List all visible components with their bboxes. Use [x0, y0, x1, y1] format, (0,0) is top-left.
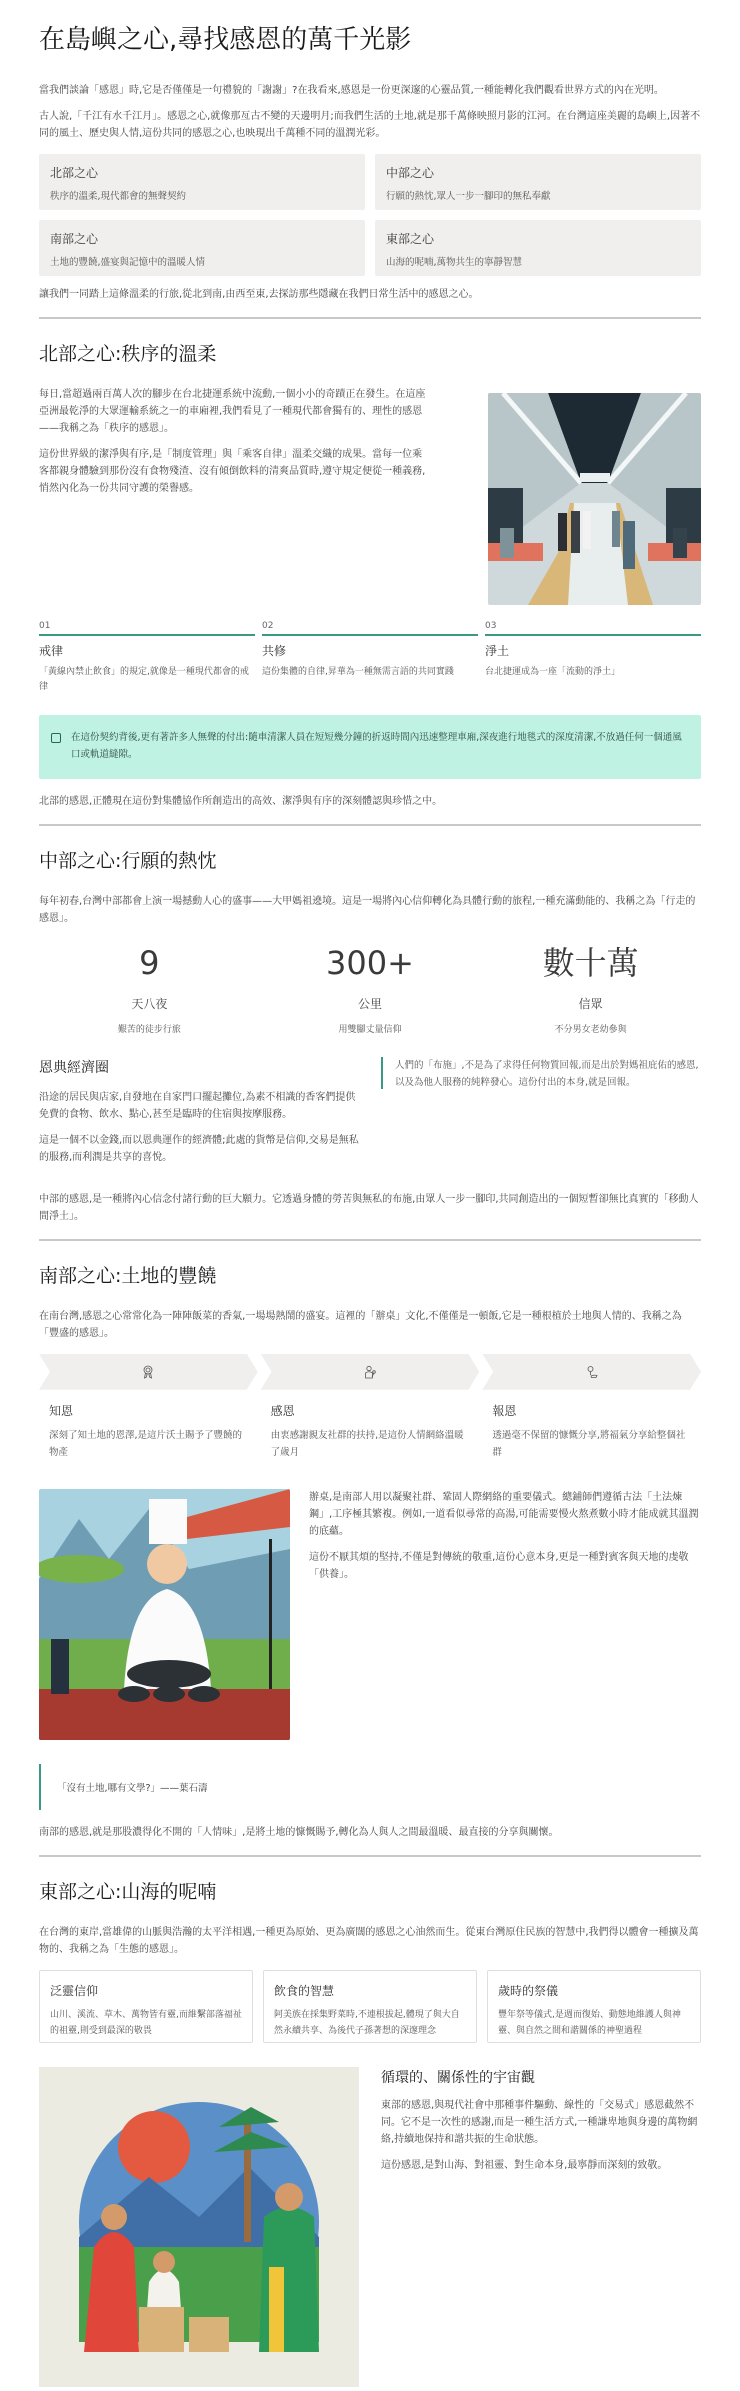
wisdom-card-desc: 阿美族在採集野菜時,不連根拔起,體現了與大自然永續共享、為後代子孫著想的深邃理念	[274, 2009, 460, 2036]
person-with-flowers-icon	[364, 1365, 376, 1379]
wisdom-card-desc: 豐年祭等儀式,是週而復始、動態地維護人與神靈、與自然之間和諧關係的神聖過程	[498, 2009, 681, 2036]
chevron-step	[39, 1354, 258, 1390]
section-divider	[39, 1855, 701, 1857]
step-title: 共修	[262, 643, 287, 658]
section-divider	[39, 1239, 701, 1241]
chevron-step-desc: 透過毫不保留的慷慨分享,將福氣分享給整個社群	[492, 1429, 686, 1458]
section-east	[39, 1877, 701, 2387]
chevron-step-item	[261, 1402, 480, 1461]
chevron-step-desc: 由衷感謝親友社群的扶持,是這份人情網絡溫暖了歲月	[270, 1429, 464, 1458]
east-paragraph-3: 這份感恩,是對山海、對祖靈、對生命本身,最寧靜而深刻的致敬。	[381, 2159, 668, 2171]
wisdom-card-title: 泛靈信仰	[50, 1983, 99, 1998]
step-number: 02	[262, 621, 478, 636]
literary-quote: 「沒有土地,哪有文學?」——葉石濤	[39, 1764, 701, 1810]
east-wisdom-cards	[39, 1970, 701, 2043]
chevron-step-title: 知恩	[49, 1403, 74, 1418]
step-desc: 台北捷運成為一座「流動的淨土」	[485, 666, 621, 677]
award-ribbon-icon	[142, 1365, 154, 1379]
pilgrimage-stats	[39, 943, 701, 1035]
stat-item	[260, 943, 481, 1035]
step-title: 戒律	[39, 643, 64, 658]
econ-title: 恩典經濟圈	[39, 1059, 109, 1076]
stat-value: 9	[139, 943, 160, 982]
section-title: 東部之心:山海的呢喃	[39, 1880, 217, 1903]
summary-card-central	[375, 154, 701, 210]
east-paragraph-1: 在台灣的東岸,當雄偉的山脈與浩瀚的太平洋相遇,一種更為原始、更為廣闊的感恩之心油然而生。從東台灣原住民族的智慧中,我們得以體會一種擴及萬物的、我稱之為「生態的感恩」。	[39, 1926, 699, 1955]
note-callout	[39, 715, 701, 779]
chevron-step-desc: 深刻了知土地的恩澤,是這片沃土賜予了豐饒的物產	[49, 1429, 243, 1458]
section-central	[39, 846, 701, 1225]
stat-sub: 用雙腳丈量信仰	[338, 1024, 402, 1035]
section-divider	[39, 317, 701, 319]
wisdom-card-title: 飲食的智慧	[274, 1983, 335, 1998]
step-item	[39, 621, 255, 695]
indigenous-harvest-image	[39, 2067, 359, 2387]
summary-card-desc: 土地的豐饒,盛宴與記憶中的溫暖人情	[50, 256, 206, 268]
step-item	[485, 621, 701, 695]
step-number: 03	[485, 621, 701, 636]
summary-card-desc: 山海的呢喃,萬物共生的寧靜智慧	[386, 256, 523, 268]
stat-label: 天八夜	[131, 996, 168, 1011]
east-paragraph-2: 東部的感恩,與現代社會中那種事件驅動、線性的「交易式」感恩截然不同。它不是一次性的感謝,而是一種生活方式,一種謙卑地與身邊的萬物網絡,持續地保持和諧共振的生命狀態。	[381, 2099, 698, 2145]
summary-card-title: 南部之心	[50, 231, 99, 246]
metro-train-illustration	[488, 393, 701, 605]
econ-quote: 人們的「布施」,不是為了求得任何物質回報,而是出於對媽祖庇佑的感恩,以及為他人服務的純粹發心。這份付出的本身,就是回報。	[381, 1057, 701, 1089]
section-title: 中部之心:行願的熱忱	[39, 849, 217, 872]
summary-card-south	[39, 220, 365, 276]
wisdom-card-desc: 山川、溪流、草木、萬物皆有靈,而維繫部落福祉的祖靈,則受到最深的敬畏	[50, 2009, 242, 2036]
south-paragraph-2: 辦桌,是南部人用以凝聚社群、鞏固人際網絡的重要儀式。總鋪師們遵循古法「土法煉鋼」,工序極其繁複。例如,一道看似尋常的高湯,可能需要慢火熬煮數小時才能成就其溫潤的底蘊。	[309, 1491, 699, 1537]
harvest-ceremony-illustration	[39, 2067, 359, 2387]
gratitude-process-chevrons	[39, 1354, 701, 1390]
flower-giving-hand-icon	[586, 1365, 598, 1379]
wisdom-card-title: 歲時的祭儀	[498, 1983, 559, 1998]
stat-sub: 不分男女老幼參與	[554, 1024, 627, 1035]
econ-paragraph-2: 這是一個不以金錢,而以恩典運作的經濟體;此處的貨幣是信仰,交易是無私的服務,而利潤是共享的喜悅。	[39, 1134, 359, 1163]
summary-card-desc: 秩序的溫柔,現代都會的無聲契約	[50, 190, 187, 202]
north-paragraph-2: 這份世界級的潔淨與有序,是「制度管理」與「乘客自律」溫柔交織的成果。當每一位乘客都親身體驗到那份沒有食物殘渣、沒有傾倒飲料的清爽品質時,遵守規定便從一種義務,悄然內化為一份共同守護的榮譽感。	[39, 448, 426, 494]
summary-card-north	[39, 154, 365, 210]
metro-train-image	[488, 393, 701, 605]
summary-card-title: 東部之心	[386, 231, 435, 246]
chef-banquet-image	[39, 1489, 290, 1740]
chevron-step-title: 報恩	[492, 1403, 517, 1418]
intro-paragraph-1: 當我們談論「感恩」時,它是否僅僅是一句禮貌的「謝謝」?在我看來,感恩是一份更深邃的心靈品質,一種能轉化我們觀看世界方式的內在光明。	[39, 84, 664, 96]
section-south	[39, 1261, 701, 1841]
intro-closing: 讓我們一同踏上這條溫柔的行旅,從北到南,由西至東,去探訪那些隱藏在我們日常生活中的感恩之心。	[39, 288, 479, 300]
page-title: 在島嶼之心,尋找感恩的萬千光影	[39, 25, 412, 55]
stat-label: 信眾	[578, 996, 603, 1011]
east-subtitle: 循環的、關係性的宇宙觀	[381, 2069, 535, 2086]
chef-cooking-illustration	[39, 1489, 290, 1740]
south-paragraph-3: 這份不厭其煩的堅持,不僅是對傳統的敬重,這份心意本身,更是一種對賓客與天地的虔敬「供養」。	[309, 1551, 689, 1580]
stat-value: 300+	[326, 943, 414, 982]
section-divider	[39, 824, 701, 826]
south-closing: 南部的感恩,就是那股濃得化不開的「人情味」,是將土地的慷慨賜予,轉化為人與人之間最溫暖、最直接的分享與關懷。	[39, 1826, 559, 1838]
step-desc: 這份集體的自律,昇華為一種無需言語的共同實踐	[262, 666, 454, 677]
stat-sub: 艱苦的徒步行旅	[117, 1024, 181, 1035]
chevron-step-item	[482, 1402, 701, 1461]
summary-card-desc: 行願的熱忱,眾人一步一腳印的無私奉獻	[386, 190, 551, 202]
chevron-step-item	[39, 1402, 258, 1461]
south-paragraph-1: 在南台灣,感恩之心常常化為一陣陣飯菜的香氣,一場場熱鬧的盛宴。這裡的「辦桌」文化,不僅僅是一頓飯,它是一種根植於土地與人情的、我稱之為「豐盛的感恩」。	[39, 1310, 682, 1339]
central-paragraph-1: 每年初春,台灣中部都會上演一場撼動人心的盛事——大甲媽祖遶境。這是一場將內心信仰轉化為具體行動的旅程,一種充滿動能的、我稱之為「行走的感恩」。	[39, 895, 696, 924]
step-item	[262, 621, 478, 695]
north-paragraph-1: 每日,當超過兩百萬人次的腳步在台北捷運系統中流動,一個小小的奇蹟正在發生。在這座亞洲最乾淨的大眾運輸系統之一的車廂裡,我們看見了一種現代都會獨有的、理性的感恩——我稱之為「秩序的感恩」。	[39, 388, 426, 434]
central-closing: 中部的感恩,是一種將內心信念付諸行動的巨大願力。它透過身體的勞苦與無私的布施,由眾人一步一腳印,共同創造出的一個短暫卻無比真實的「移動人間淨土」。	[39, 1193, 699, 1222]
wisdom-card	[263, 1970, 477, 2043]
step-number: 01	[39, 621, 255, 636]
summary-card-east	[375, 220, 701, 276]
section-title: 北部之心:秩序的溫柔	[39, 342, 217, 365]
section-north	[39, 339, 701, 810]
stat-item	[480, 943, 701, 1035]
wisdom-card	[487, 1970, 701, 2043]
step-desc: 「黃線內禁止飲食」的規定,就像是一種現代都會的戒律	[39, 666, 249, 692]
intro-paragraph-2: 古人說,「千江有水千江月」。感恩之心,就像那亙古不變的天邊明月;而我們生活的土地,就是那千萬條映照月影的江河。在台灣這座美麗的島嶼上,因著不同的風土、歷史與人情,這份共同的感恩之心,也映現出千萬種不同的溫潤光彩。	[39, 110, 701, 139]
chevron-step-title: 感恩	[270, 1403, 295, 1418]
wisdom-card	[39, 1970, 253, 2043]
chevron-step	[482, 1354, 701, 1390]
stat-value: 數十萬	[542, 943, 639, 982]
note-icon	[51, 733, 61, 743]
summary-card-title: 中部之心	[386, 165, 435, 180]
econ-paragraph-1: 沿途的居民與店家,自發地在自家門口擺起攤位,為素不相識的香客們提供免費的食物、飲水、點心,甚至是臨時的住宿與按摩服務。	[39, 1091, 356, 1120]
region-summary-grid	[39, 154, 701, 276]
step-title: 淨土	[485, 643, 510, 658]
section-title: 南部之心:土地的豐饒	[39, 1264, 217, 1287]
summary-card-title: 北部之心	[50, 165, 99, 180]
note-text: 在這份契約背後,更有著許多人無聲的付出:隨車清潔人員在短短幾分鐘的折返時間內迅速整理車廂,深夜進行地毯式的深度清潔,不放過任何一個通風口或軌道縫隙。	[71, 731, 682, 760]
north-steps	[39, 621, 701, 695]
stat-label: 公里	[357, 996, 382, 1011]
north-closing: 北部的感恩,正體現在這份對集體協作所創造出的高效、潔淨與有序的深刻體認與珍惜之中。	[39, 795, 443, 807]
chevron-step	[261, 1354, 480, 1390]
stat-item	[39, 943, 260, 1035]
